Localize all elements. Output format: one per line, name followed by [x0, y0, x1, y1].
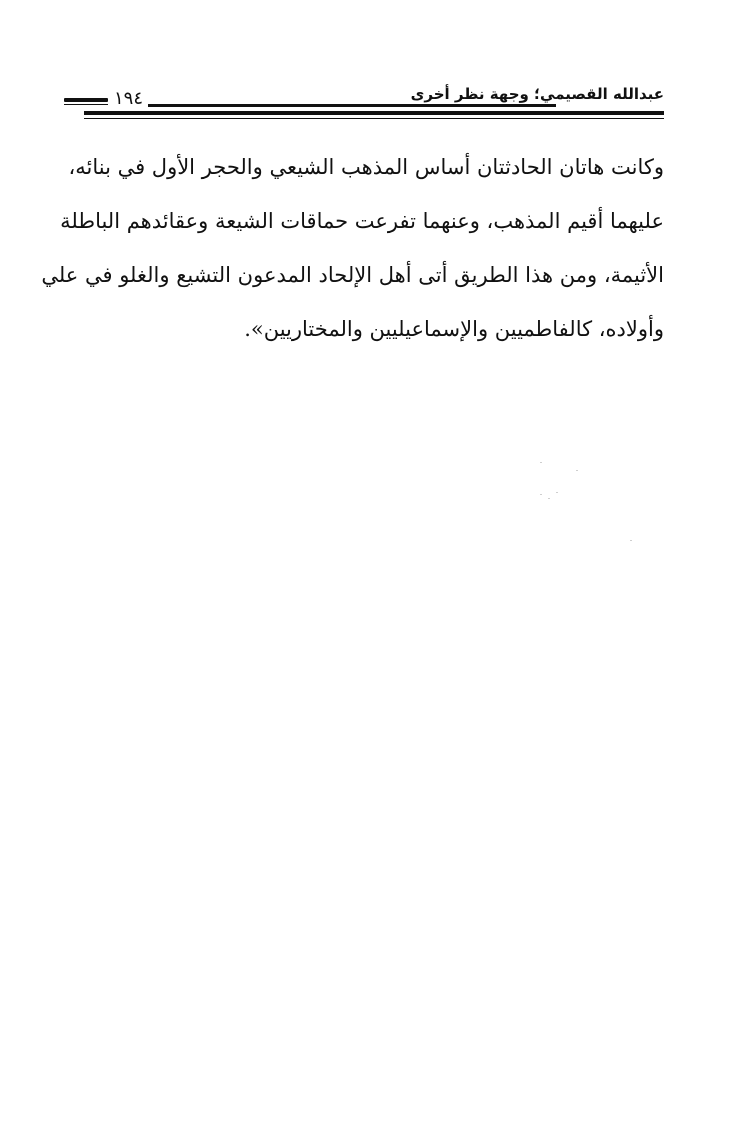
page-header — [84, 84, 664, 124]
scan-speck — [540, 462, 542, 463]
header-thin-rule — [84, 118, 664, 119]
body-paragraph — [41, 140, 664, 356]
text-line: الأثيمة، ومن هذا الطريق أتى أهل الإلحاد المدعون التشيع والغلو في علي — [41, 263, 664, 287]
text-line: وكانت هاتان الحادثتان أساس المذهب الشيعي والحجر الأول في بنائه، — [68, 155, 664, 179]
scan-speck — [630, 540, 632, 541]
header-marker — [64, 98, 108, 102]
running-title: عبدالله القصيمي؛ وجهة نظر أخرى — [410, 85, 664, 103]
scan-speck — [540, 494, 542, 495]
scan-speck — [576, 470, 578, 471]
header-thick-rule — [84, 111, 664, 115]
scan-speck — [556, 492, 558, 493]
header-marker-underline — [64, 104, 108, 105]
text-line: وأولاده، كالفاطميين والإسماعيليين والمختاريين». — [244, 317, 664, 341]
header-short-rule — [148, 104, 556, 107]
page-number: ١٩٤ — [114, 88, 144, 109]
scan-speck — [548, 498, 550, 499]
text-line: عليهما أقيم المذهب، وعنهما تفرعت حماقات الشيعة وعقائدهم الباطلة — [60, 209, 664, 233]
